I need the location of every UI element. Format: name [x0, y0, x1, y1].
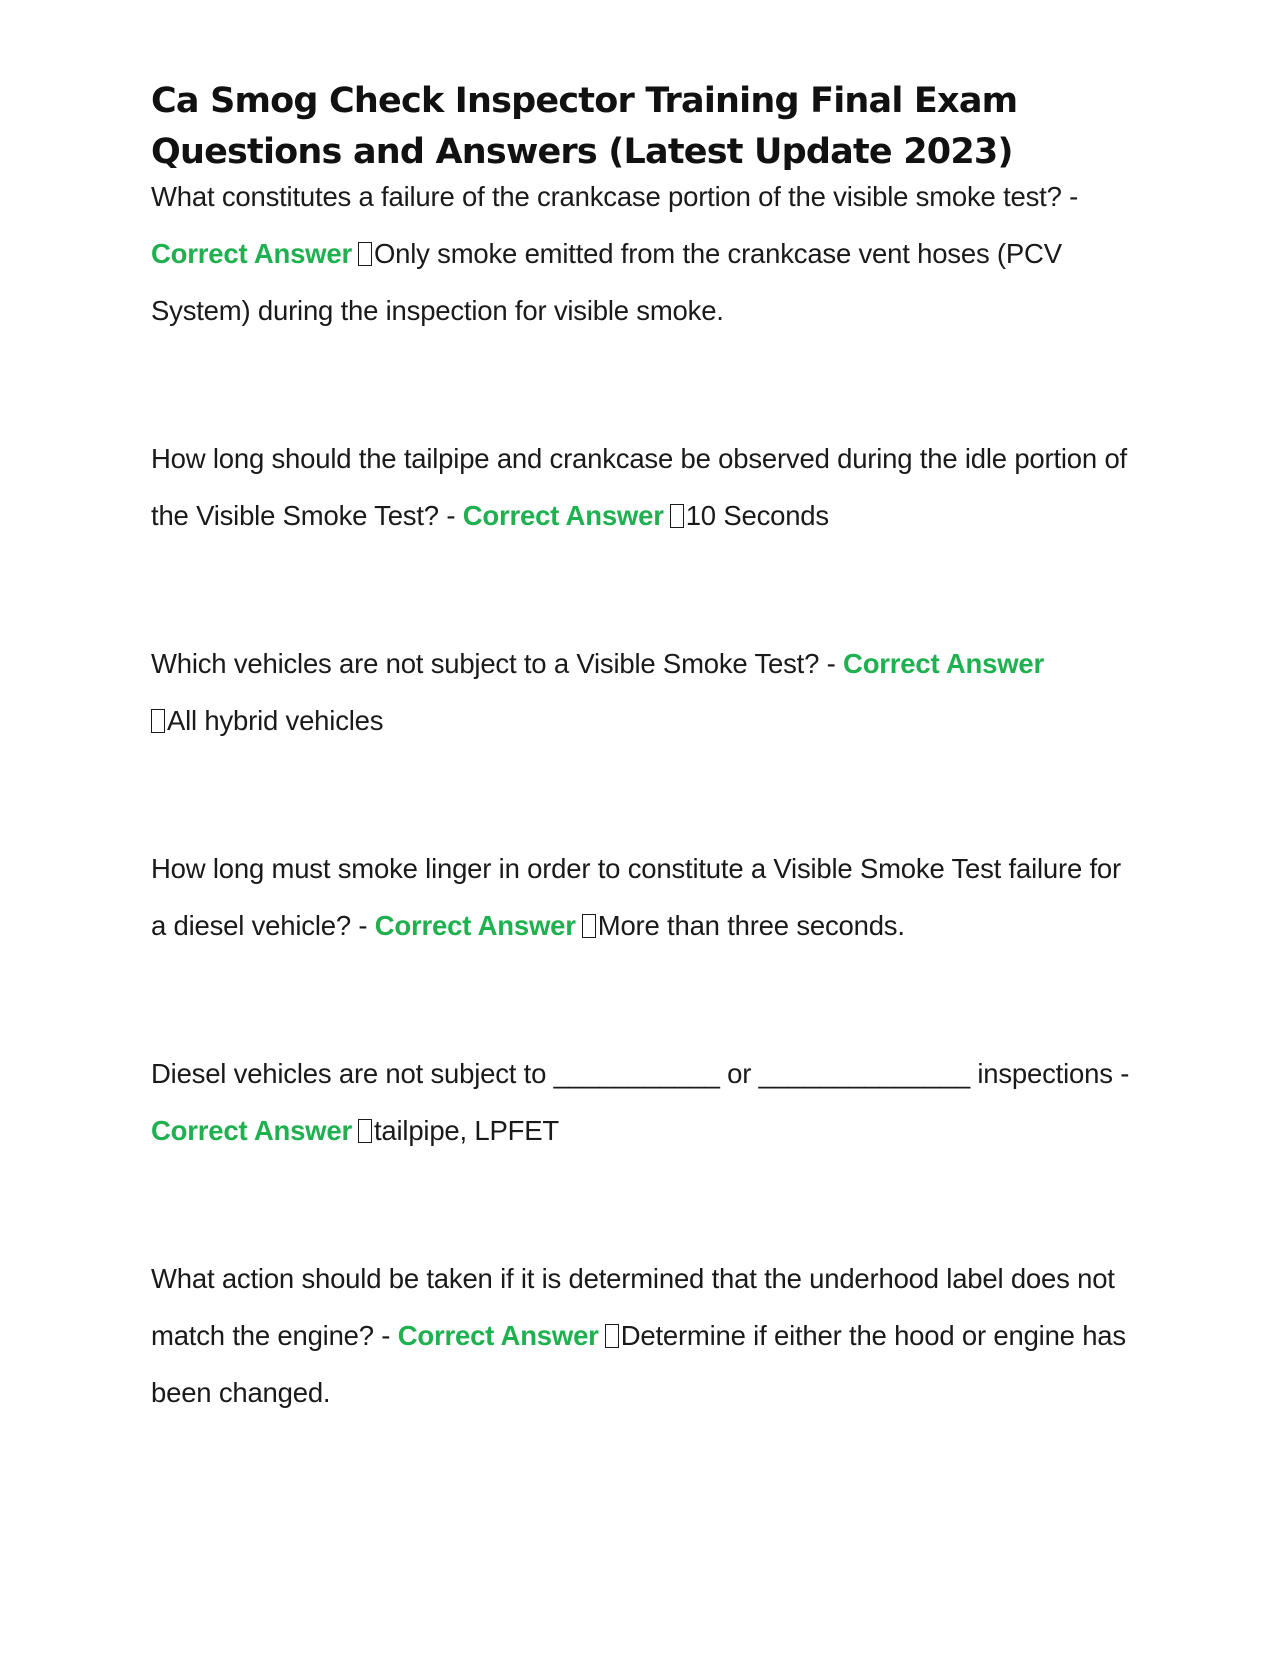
- qa-item-2: [151, 430, 1141, 544]
- correct-answer-label: Correct Answer: [151, 238, 352, 269]
- box-glyph-icon: [582, 914, 596, 938]
- correct-answer-label: Correct Answer: [374, 910, 576, 941]
- correct-answer-label: Correct Answer: [397, 1320, 599, 1351]
- answer-text: Only smoke emitted from the crankcase vent hoses (PCV System) during the inspection for visible smoke.: [151, 238, 1062, 326]
- answer-text: All hybrid vehicles: [167, 705, 384, 736]
- question-text: What constitutes a failure of the crankcase portion of the visible smoke test? -: [151, 181, 1079, 212]
- correct-answer-label: Correct Answer: [151, 1115, 352, 1146]
- document-title: Ca Smog Check Inspector Training Final Exam Questions and Answers (Latest Update 2023): [151, 81, 1018, 172]
- answer-text: More than three seconds.: [597, 910, 905, 941]
- answer-text: tailpipe, LPFET: [373, 1115, 559, 1146]
- box-glyph-icon: [605, 1324, 619, 1348]
- qa-item-5: [151, 1045, 1141, 1159]
- question-text: Which vehicles are not subject to a Visible Smoke Test? -: [151, 648, 844, 679]
- document-page: [151, 76, 1141, 1421]
- box-glyph-icon: [151, 709, 165, 733]
- question-text: What action should be taken if it is determined that the underhood label does not match the engine? -: [151, 1263, 1115, 1351]
- question-text: How long must smoke linger in order to constitute a Visible Smoke Test failure for a diesel vehicle? -: [151, 853, 1121, 941]
- question-text: How long should the tailpipe and crankcase be observed during the idle portion of the Visible Smoke Test? -: [151, 443, 1127, 531]
- question-text: Diesel vehicles are not subject to ___________ or ______________ inspections -: [151, 1058, 1130, 1089]
- qa-item-4: [151, 840, 1141, 954]
- qa-item-3: [151, 635, 1141, 749]
- answer-text: 10 Seconds: [685, 500, 829, 531]
- box-glyph-icon: [358, 242, 372, 266]
- box-glyph-icon: [358, 1119, 372, 1143]
- correct-answer-label: Correct Answer: [843, 648, 1044, 679]
- box-glyph-icon: [670, 504, 684, 528]
- qa-item-1: [151, 168, 1141, 339]
- answer-text: Determine if either the hood or engine has been changed.: [151, 1320, 1126, 1408]
- correct-answer-label: Correct Answer: [462, 500, 664, 531]
- qa-item-6: [151, 1250, 1141, 1421]
